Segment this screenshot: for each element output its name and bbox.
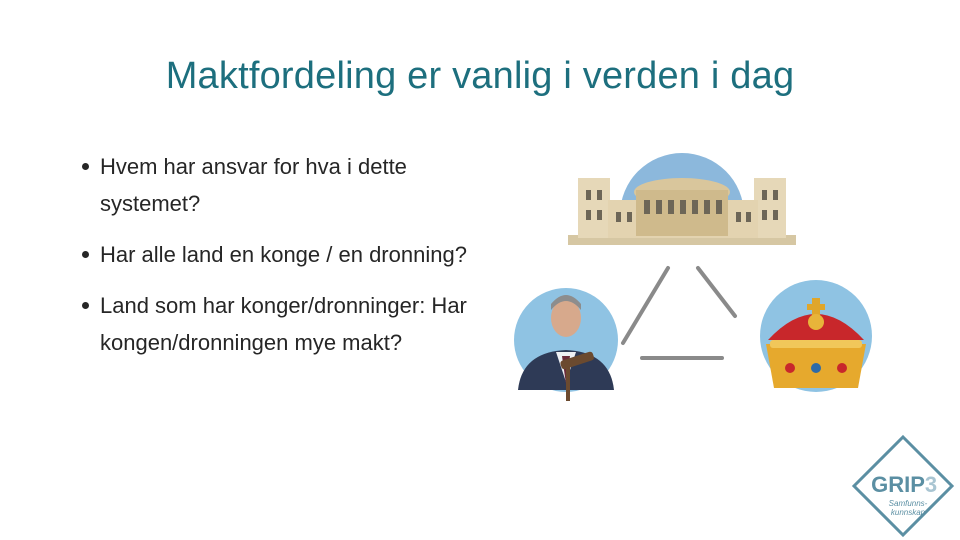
grip-logo-diamond [854,437,952,535]
bullet-text: Land som har konger/dronninger: Har kongen/dronningen mye makt? [100,293,467,355]
logo-number: 3 [924,472,938,497]
logo-subtitle-1: Samfunns- [888,499,928,508]
bullet-text: Hvem har ansvar for hva i dette systemet? [100,154,407,216]
logo-subtitle-2: kunnskap [890,508,926,517]
slide-title: Maktfordeling er vanlig i verden i dag [165,55,795,97]
bullet-text: Har alle land en konge / en dronning? [100,242,467,267]
logo-name: GRIP [871,472,925,497]
